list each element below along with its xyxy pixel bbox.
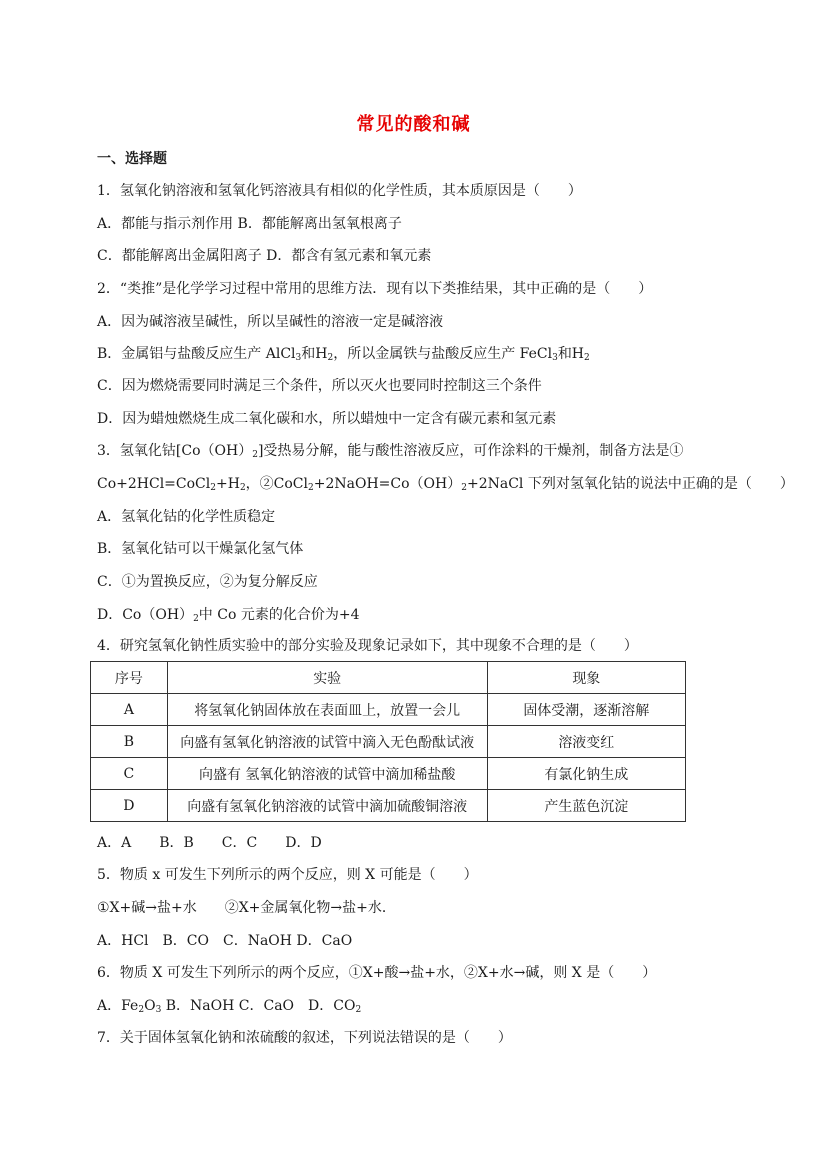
q3-stem-line2 <box>97 475 794 493</box>
q3-l2-text-a: Co+2HCl=CoCl <box>97 476 211 492</box>
q3-l1-text-2: ]受热易分解，能与酸性溶液反应，可作涂料的干燥剂，制备方法是① <box>257 443 684 459</box>
q3-l2-text-e: +2NaCl 下列对氢氧化钴的说法中正确的是（ ） <box>466 476 794 492</box>
document-title: 常见的酸和碱 <box>356 114 471 135</box>
q3-l1-text-1: 3．氢氧化钴[Co（OH） <box>97 443 253 459</box>
q6-o-sub-3: 2 <box>355 1005 362 1015</box>
q3-d-text-2: 中 Co 元素的化合价为+4 <box>198 607 360 623</box>
table-header-cell: 序号 <box>91 662 168 694</box>
table-row <box>91 758 686 790</box>
table-row <box>91 694 686 726</box>
q1-options-ab: A．都能与指示剂作用 B．都能解离出氢氧根离子 <box>97 216 402 232</box>
table-cell: C <box>91 758 168 790</box>
q7-stem: 7．关于固体氢氧化钠和浓硫酸的叙述，下列说法错误的是（ ） <box>97 1030 512 1046</box>
table-header-row <box>91 662 686 694</box>
q3-l2-text-c: ，②CoCl <box>245 476 309 492</box>
q2-option-a: A．因为碱溶液呈碱性，所以呈碱性的溶液一定是碱溶液 <box>97 314 444 330</box>
q5-stem: 5．物质 x 可发生下列所示的两个反应，则 X 可能是（ ） <box>97 867 478 883</box>
table-cell: 固体受潮，逐渐溶解 <box>487 694 685 726</box>
q2-option-d: D．因为蜡烛燃烧生成二氧化碳和水，所以蜡烛中一定含有碳元素和氢元素 <box>97 411 557 427</box>
q6-o-text-3: B．NaOH C．CaO D．CO <box>161 998 356 1014</box>
q6-o-text-2: O <box>144 998 156 1014</box>
table-cell: 产生蓝色沉淀 <box>487 790 685 822</box>
q2-option-c: C．因为燃烧需要同时满足三个条件，所以灭火也要同时控制这三个条件 <box>97 378 542 394</box>
q4-options: A．A B．B C．C D．D <box>97 835 322 851</box>
table-cell: A <box>91 694 168 726</box>
q1-options-cd: C．都能解离出金属阳离子 D．都含有氢元素和氧元素 <box>97 248 432 264</box>
q2-b-text-1: B．金属铝与盐酸反应生产 AlCl <box>97 346 296 362</box>
q3-d-text-1: D．Co（OH） <box>97 607 194 623</box>
q2-b-text-2: 和H <box>301 346 328 362</box>
q3-l2-sub-3: 2 <box>308 483 314 493</box>
q3-l2-sub-2: 2 <box>239 483 246 493</box>
q6-o-sub-1: 2 <box>138 1005 145 1015</box>
table-cell: 将氢氧化钠固体放在表面皿上，放置一会儿 <box>167 694 487 726</box>
q5-reactions: ①X+碱→盐+水 ②X+金属氧化物→盐+水． <box>97 900 396 916</box>
q6-options <box>97 997 361 1015</box>
q3-stem-line1 <box>97 442 683 460</box>
q2-b-text-4: 和H <box>557 346 585 362</box>
table-cell: 向盛有 氢氧化钠溶液的试管中滴加稀盐酸 <box>167 758 487 790</box>
q3-d-sub: 2 <box>193 614 199 624</box>
q3-l1-sub: 2 <box>252 450 258 460</box>
q3-l2-text-d: +2NaOH=Co（OH） <box>313 476 462 492</box>
section-heading: 一、选择题 <box>97 151 167 167</box>
table-row <box>91 790 686 822</box>
table-cell: 向盛有氢氧化钠溶液的试管中滴入无色酚酞试液 <box>167 726 487 758</box>
table-row <box>91 726 686 758</box>
q2-b-sub-3: 3 <box>552 353 558 363</box>
q6-stem: 6．物质 X 可发生下列所示的两个反应，①X+酸→盐+水，②X+水→碱，则 X 是（ ） <box>97 965 657 981</box>
q2-b-text-3: ，所以金属铁与盐酸反应生产 FeCl <box>333 346 553 362</box>
q3-l2-sub-1: 2 <box>210 483 216 493</box>
q5-options: A．HCl B．CO C．NaOH D．CaO <box>97 933 353 949</box>
table-cell: B <box>91 726 168 758</box>
q3-option-b: B．氢氧化钴可以干燥氯化氢气体 <box>97 541 304 557</box>
table-cell: 有氯化钠生成 <box>487 758 685 790</box>
q2-b-sub-4: 2 <box>584 353 590 363</box>
q4-experiment-table <box>90 661 686 822</box>
q2-stem: 2．“类推”是化学学习过程中常用的思维方法．现有以下类推结果，其中正确的是（ ） <box>97 281 653 297</box>
q1-stem: 1．氢氧化钠溶液和氢氧化钙溶液具有相似的化学性质，其本质原因是（ ） <box>97 183 582 199</box>
q6-o-text-1: A．Fe <box>97 998 139 1014</box>
q3-option-d <box>97 606 359 624</box>
table-cell: 向盛有氢氧化钠溶液的试管中滴加硫酸铜溶液 <box>167 790 487 822</box>
table-header-cell: 现象 <box>487 662 685 694</box>
q6-o-sub-2: 3 <box>155 1005 162 1015</box>
q3-option-c: C．①为置换反应，②为复分解反应 <box>97 574 318 590</box>
table-header-cell: 实验 <box>167 662 487 694</box>
q4-stem: 4．研究氢氧化钠性质实验中的部分实验及现象记录如下，其中现象不合理的是（ ） <box>97 638 638 654</box>
table-cell: D <box>91 790 168 822</box>
q2-b-sub-2: 2 <box>327 353 334 363</box>
table-cell: 溶液变红 <box>487 726 685 758</box>
q2-b-sub-1: 3 <box>295 353 302 363</box>
q2-option-b <box>97 345 590 363</box>
q3-l2-text-b: +H <box>215 476 240 492</box>
q3-l2-sub-4: 2 <box>461 483 467 493</box>
q3-option-a: A．氢氧化钴的化学性质稳定 <box>97 509 276 525</box>
